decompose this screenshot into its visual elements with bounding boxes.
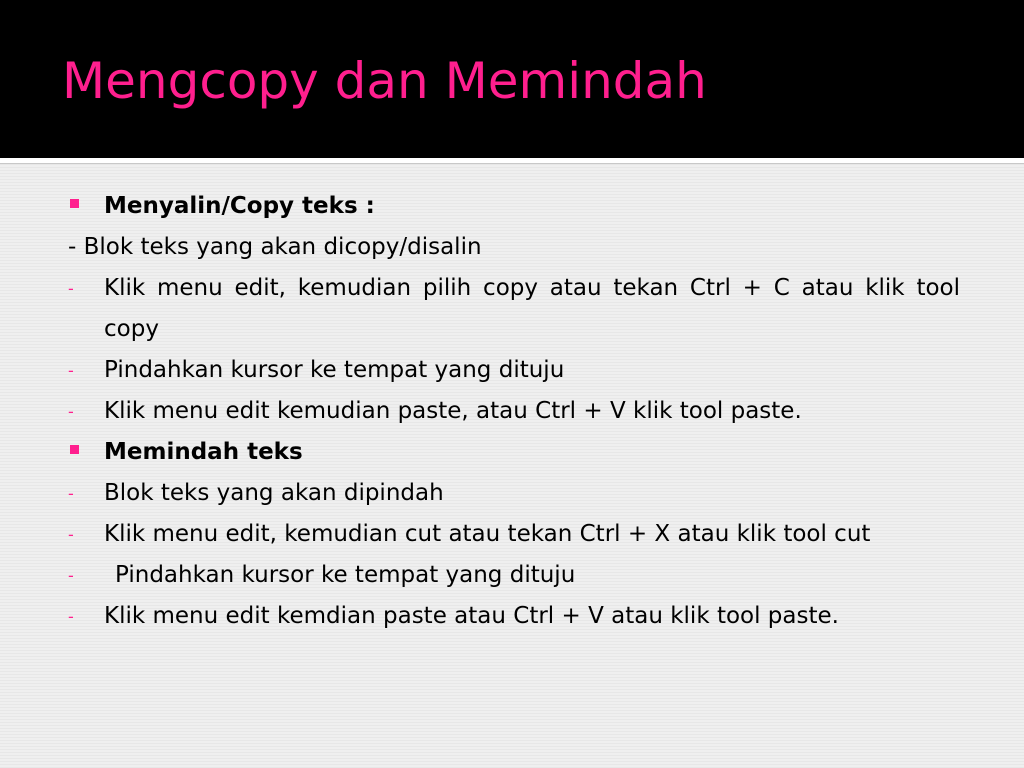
item-text: Klik menu edit, kemudian pilih copy atau tekan Ctrl + C atau klik tool copy [104,275,960,342]
title-divider [0,158,1024,164]
slide-title: Mengcopy dan Memindah [62,52,707,110]
list-item [68,596,960,637]
item-text: Pindahkan kursor ke tempat yang dituju [115,562,576,588]
list-item [68,514,960,555]
list-item [68,227,960,268]
dash-bullet-icon: - [68,402,74,421]
dash-bullet-icon: - [68,484,74,503]
slide-body [68,186,960,637]
list-item [68,391,960,432]
dash-bullet-icon: - [68,279,74,298]
dash-bullet-icon: - [68,566,74,585]
item-text: - Blok teks yang akan dicopy/disalin [68,234,482,260]
list-item [68,350,960,391]
item-text: Pindahkan kursor ke tempat yang dituju [104,357,565,383]
section-heading-copy: Menyalin/Copy teks : [104,193,375,219]
item-text: Klik menu edit, kemudian cut atau tekan Ctrl + X atau klik tool cut [104,521,871,547]
dash-bullet-icon: - [68,525,74,544]
list-item [68,268,960,350]
dash-bullet-icon: - [68,607,74,626]
item-text: Klik menu edit kemudian paste, atau Ctrl + V klik tool paste. [104,398,802,424]
list-item [68,473,960,514]
item-text: Klik menu edit kemdian paste atau Ctrl + V atau klik tool paste. [104,603,839,629]
list-item [68,186,960,227]
list-item [68,432,960,473]
section-heading-move: Memindah teks [104,439,303,465]
list-item [68,555,960,596]
item-text: Blok teks yang akan dipindah [104,480,444,506]
dash-bullet-icon: - [68,361,74,380]
